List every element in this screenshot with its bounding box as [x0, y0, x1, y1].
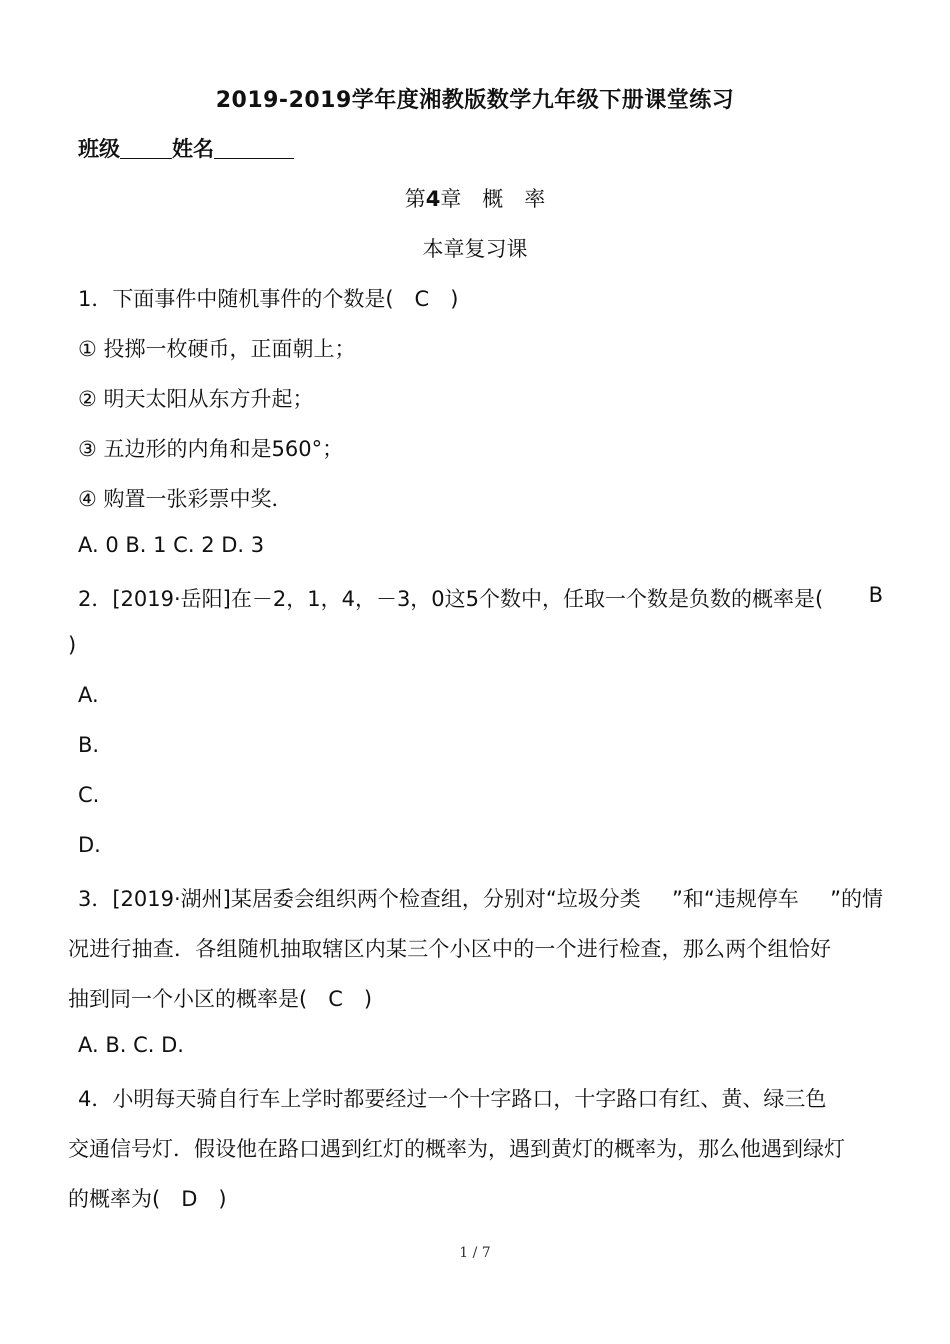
- q3-line2: 况进行抽查．各组随机抽取辖区内某三个小区中的一个进行检查，那么两个组恰好: [68, 937, 832, 961]
- q2-option-d: D.: [78, 833, 101, 857]
- class-label: 班级: [78, 137, 120, 161]
- section-heading: 本章复习课: [422, 237, 528, 261]
- q2-stem-line1: [78, 583, 883, 613]
- q4-line1: 4．小明每天骑自行车上学时都要经过一个十字路口，十字路口有红、黄、绿三色: [78, 1087, 827, 1111]
- q4-line3: 的概率为( D ): [68, 1187, 227, 1211]
- chapter-suffix: 章 概 率: [440, 187, 546, 211]
- q1-stem: 1．下面事件中随机事件的个数是( C ): [78, 287, 459, 311]
- name-label: 姓名: [172, 137, 214, 161]
- q1-options: A. 0 B. 1 C. 2 D. 3: [78, 533, 265, 557]
- chapter-number: 4: [425, 187, 441, 211]
- name-blank: [214, 136, 294, 159]
- page-number: 1 / 7: [459, 1245, 491, 1261]
- q1-item-4: ④ 购置一张彩票中奖．: [78, 487, 293, 511]
- q2-option-b: B.: [78, 733, 100, 757]
- q3-line3: 抽到同一个小区的概率是( C ): [68, 987, 373, 1011]
- document-title: 2019-2019学年度湘教版数学九年级下册课堂练习: [215, 88, 735, 113]
- q3-line1-left: 3．[2019·湖州]某居委会组织两个检查组，分别对“垃圾分类: [78, 887, 641, 911]
- q2-answer: B: [868, 583, 883, 607]
- q3-options: A. B. C. D.: [78, 1033, 184, 1057]
- q3-line1: [78, 883, 883, 913]
- q4-line2: 交通信号灯．假设他在路口遇到红灯的概率为，遇到黄灯的概率为，那么他遇到绿灯: [68, 1137, 845, 1161]
- q3-line1-mid: ”和“违规停车: [672, 887, 799, 911]
- class-blank: [120, 136, 172, 159]
- q2-option-a: A.: [78, 683, 99, 707]
- q1-item-3: ③ 五边形的内角和是560°；: [78, 437, 344, 461]
- chapter-prefix: 第: [404, 187, 426, 211]
- class-name-line: [78, 133, 294, 163]
- q2-stem-text: 2．[2019·岳阳]在－2，1，4，－3，0这5个数中，任取一个数是负数的概率是(: [78, 587, 824, 611]
- chapter-heading: [0, 183, 950, 213]
- q1-item-1: ① 投掷一枚硬币，正面朝上；: [78, 337, 356, 361]
- q3-line1-end: ”的情: [830, 887, 883, 911]
- q1-item-2: ② 明天太阳从东方升起；: [78, 387, 314, 411]
- q2-stem-line2: ): [68, 633, 77, 657]
- q2-option-c: C.: [78, 783, 100, 807]
